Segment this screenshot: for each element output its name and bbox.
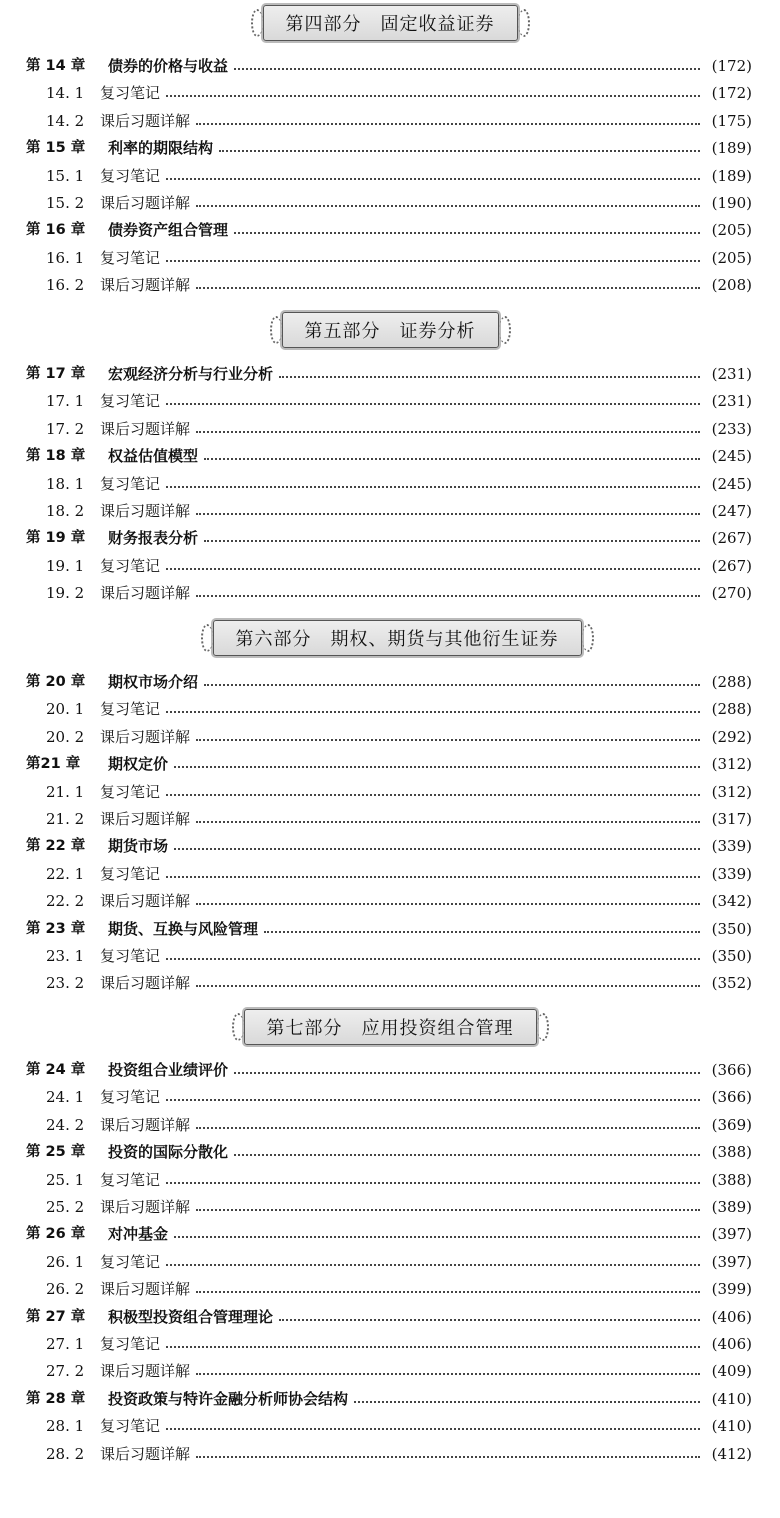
section-title: 复习笔记 (100, 782, 161, 801)
section-number: 28. 1 (46, 1417, 85, 1436)
page-number: (410) (711, 1417, 752, 1436)
toc-section-entry[interactable] (26, 971, 752, 995)
dot-leader (166, 958, 700, 960)
section-title: 课后习题详解 (100, 502, 191, 520)
chapter-number: 第 15 章 (26, 140, 86, 157)
chapter-number: 第 27 章 (26, 1308, 86, 1325)
toc-section-entry[interactable] (26, 889, 752, 913)
toc-section-entry[interactable] (26, 472, 752, 496)
section-title: 课后习题详解 (100, 419, 191, 438)
toc-section-entry[interactable] (26, 191, 752, 215)
toc-chapter-entry[interactable] (26, 752, 752, 776)
section-number: 17. 1 (46, 392, 85, 411)
section-title: 复习笔记 (100, 700, 161, 719)
dot-leader (174, 848, 700, 850)
section-number: 21. 1 (46, 782, 85, 801)
chapter-number: 第 16 章 (26, 222, 86, 239)
section-title: 复习笔记 (100, 864, 161, 883)
section-number: 27. 1 (46, 1335, 85, 1353)
page-number: (288) (711, 673, 752, 691)
section-title: 复习笔记 (100, 392, 161, 411)
toc-chapter-entry[interactable] (26, 917, 752, 941)
page-number: (245) (711, 447, 752, 466)
chapter-title: 债券的价格与收益 (108, 57, 229, 75)
section-number: 25. 1 (46, 1170, 85, 1189)
section-title: 复习笔记 (100, 166, 161, 185)
chapter-title: 宏观经济分析与行业分析 (108, 365, 274, 383)
page-number: (292) (711, 727, 752, 746)
chapter-title: 投资政策与特许金融分析师协会结构 (108, 1389, 349, 1408)
section-title: 课后习题详解 (100, 194, 191, 212)
chapter-title: 利率的期限结构 (108, 139, 214, 158)
section-number: 18. 2 (46, 502, 85, 520)
page-number: (231) (711, 365, 752, 383)
toc-section-entry[interactable] (26, 1359, 752, 1383)
toc-chapter-entry[interactable] (26, 1222, 752, 1246)
toc-section-entry[interactable] (26, 1195, 752, 1219)
part-title-text: 第六部分 期权、期货与其他衍生证券 (235, 629, 559, 650)
dot-leader (166, 260, 700, 262)
section-number: 28. 2 (46, 1444, 85, 1463)
toc-section-entry[interactable] (26, 1277, 752, 1301)
chapter-number: 第 23 章 (26, 920, 86, 937)
dot-leader (204, 458, 700, 460)
page-number: (366) (711, 1088, 752, 1107)
section-title: 复习笔记 (100, 1088, 161, 1107)
dot-leader (166, 403, 700, 405)
toc-section-entry[interactable] (26, 1250, 752, 1274)
page-number: (247) (711, 502, 752, 520)
dot-leader (166, 486, 700, 488)
chapter-title: 期货市场 (108, 837, 169, 856)
page-number: (245) (711, 474, 752, 493)
dot-leader (204, 684, 700, 686)
section-title: 课后习题详解 (100, 892, 191, 911)
toc-chapter-entry[interactable] (26, 1140, 752, 1164)
page-number: (412) (711, 1444, 752, 1463)
chapter-number: 第 22 章 (26, 838, 86, 855)
toc-chapter-entry[interactable] (26, 218, 752, 242)
page-number: (388) (711, 1170, 752, 1189)
page-number: (317) (711, 810, 752, 828)
toc-chapter-entry[interactable] (26, 526, 752, 550)
page-number: (406) (711, 1307, 752, 1326)
dot-leader (166, 711, 700, 713)
toc-section-entry[interactable] (26, 1332, 752, 1356)
part-title (0, 4, 780, 42)
section-title: 课后习题详解 (100, 584, 191, 603)
dot-leader (166, 1182, 700, 1184)
toc-section-entry[interactable] (26, 1414, 752, 1438)
chapter-title: 债券资产组合管理 (108, 221, 229, 240)
chapter-title: 财务报表分析 (108, 529, 199, 548)
part-banner (282, 312, 499, 348)
section-number: 16. 1 (46, 248, 85, 267)
part-title-text: 第七部分 应用投资组合管理 (266, 1018, 514, 1039)
toc-chapter-entry[interactable] (26, 670, 752, 694)
toc-section-entry[interactable] (26, 554, 752, 578)
toc-section-entry[interactable] (26, 417, 752, 441)
toc-chapter-entry[interactable] (26, 362, 752, 386)
dot-leader (166, 1428, 700, 1430)
toc-chapter-entry[interactable] (26, 1058, 752, 1082)
page-number: (350) (711, 919, 752, 938)
section-number: 23. 2 (46, 974, 85, 993)
section-title: 课后习题详解 (100, 810, 191, 828)
dot-leader (354, 1401, 700, 1403)
dot-leader (166, 1264, 700, 1266)
chapter-number: 第 17 章 (26, 366, 86, 382)
part-title-text: 第四部分 固定收益证券 (285, 14, 495, 35)
section-number: 22. 2 (46, 892, 85, 911)
toc-chapter-entry[interactable] (26, 1387, 752, 1411)
section-title: 课后习题详解 (100, 1444, 191, 1463)
toc-section-entry[interactable] (26, 862, 752, 886)
page-number: (189) (711, 166, 752, 185)
section-number: 24. 2 (46, 1115, 85, 1134)
toc-section-entry[interactable] (26, 725, 752, 749)
toc-section-entry[interactable] (26, 1085, 752, 1109)
page-number: (366) (711, 1061, 752, 1079)
dot-leader (264, 931, 700, 933)
dot-leader (196, 903, 700, 905)
dot-leader (166, 95, 700, 97)
section-title: 课后习题详解 (100, 111, 191, 130)
toc-section-entry[interactable] (26, 780, 752, 804)
dot-leader (166, 568, 700, 570)
section-number: 20. 2 (46, 727, 85, 746)
toc-section-entry[interactable] (26, 499, 752, 523)
dot-leader (196, 821, 700, 823)
section-number: 17. 2 (46, 419, 85, 438)
toc-section-entry[interactable] (26, 389, 752, 413)
page-number: (175) (711, 111, 752, 130)
chapter-number: 第 25 章 (26, 1144, 86, 1161)
page-number: (267) (711, 556, 752, 575)
chapter-number: 第 20 章 (26, 674, 86, 690)
dot-leader (196, 1456, 700, 1458)
page-number: (190) (711, 194, 752, 212)
dot-leader (204, 540, 700, 542)
page-number: (231) (711, 392, 752, 411)
part-title-text: 第五部分 证券分析 (304, 321, 476, 342)
page-number: (172) (711, 57, 752, 75)
page-number: (388) (711, 1143, 752, 1162)
chapter-number: 第 28 章 (26, 1390, 86, 1407)
dot-leader (196, 739, 700, 741)
chapter-number: 第 18 章 (26, 448, 86, 465)
section-number: 18. 1 (46, 474, 85, 493)
toc-section-entry[interactable] (26, 944, 752, 968)
chapter-title: 投资组合业绩评价 (108, 1061, 229, 1079)
chapter-title: 权益估值模型 (108, 447, 199, 466)
page-number: (410) (711, 1389, 752, 1408)
dot-leader (166, 178, 700, 180)
section-number: 14. 1 (46, 84, 85, 103)
section-title: 复习笔记 (100, 1335, 161, 1353)
chapter-number: 第 24 章 (26, 1062, 86, 1078)
dot-leader (279, 376, 700, 378)
dot-leader (196, 1127, 700, 1129)
page-number: (397) (711, 1225, 752, 1244)
dot-leader (196, 985, 700, 987)
section-title: 课后习题详解 (100, 727, 191, 746)
page-number: (205) (711, 221, 752, 240)
chapter-title: 投资的国际分散化 (108, 1143, 229, 1162)
toc-chapter-entry[interactable] (26, 136, 752, 160)
page-number: (397) (711, 1252, 752, 1271)
dot-leader (234, 1154, 700, 1156)
toc-section-entry[interactable] (26, 109, 752, 133)
page-number: (270) (711, 584, 752, 603)
section-number: 19. 1 (46, 556, 85, 575)
toc-section-entry[interactable] (26, 581, 752, 605)
page-number: (339) (711, 837, 752, 856)
chapter-title: 对冲基金 (108, 1225, 169, 1244)
section-title: 复习笔记 (100, 556, 161, 575)
dot-leader (234, 232, 700, 234)
page-number: (189) (711, 139, 752, 158)
dot-leader (196, 1209, 700, 1211)
page-number: (312) (711, 782, 752, 801)
page-number: (205) (711, 248, 752, 267)
toc-section-entry[interactable] (26, 1168, 752, 1192)
page-number: (172) (711, 84, 752, 103)
dot-leader (166, 1099, 700, 1101)
toc-section-entry[interactable] (26, 246, 752, 270)
section-title: 课后习题详解 (100, 1362, 191, 1381)
dot-leader (196, 205, 700, 207)
page-number: (406) (711, 1335, 752, 1353)
section-title: 复习笔记 (100, 248, 161, 267)
section-number: 20. 1 (46, 700, 85, 719)
section-title: 复习笔记 (100, 947, 161, 965)
section-title: 复习笔记 (100, 1170, 161, 1189)
part-title (0, 1008, 780, 1046)
page-number: (267) (711, 529, 752, 548)
dot-leader (219, 150, 700, 152)
page-number: (233) (711, 419, 752, 438)
toc-section-entry[interactable] (26, 697, 752, 721)
section-number: 26. 1 (46, 1252, 85, 1271)
section-title: 课后习题详解 (100, 974, 191, 993)
toc-section-entry[interactable] (26, 1113, 752, 1137)
page-number: (389) (711, 1198, 752, 1216)
toc-chapter-entry[interactable] (26, 54, 752, 78)
dot-leader (196, 1291, 700, 1293)
chapter-number: 第 14 章 (26, 58, 86, 74)
page-number: (409) (711, 1362, 752, 1381)
chapter-number: 第21 章 (26, 756, 81, 773)
dot-leader (234, 1072, 700, 1074)
dot-leader (166, 794, 700, 796)
dot-leader (196, 431, 700, 433)
chapter-title: 期权定价 (108, 755, 169, 774)
page-number: (399) (711, 1280, 752, 1299)
page-number: (350) (711, 947, 752, 965)
section-title: 复习笔记 (100, 1417, 161, 1436)
section-number: 27. 2 (46, 1362, 85, 1381)
section-number: 25. 2 (46, 1198, 85, 1216)
chapter-title: 期权市场介绍 (108, 673, 199, 691)
page-number: (342) (711, 892, 752, 911)
toc-chapter-entry[interactable] (26, 834, 752, 858)
part-banner (244, 1009, 537, 1045)
section-number: 24. 1 (46, 1088, 85, 1107)
chapter-title: 积极型投资组合管理理论 (108, 1307, 274, 1326)
dot-leader (279, 1319, 700, 1321)
page-number: (288) (711, 700, 752, 719)
page-number: (208) (711, 276, 752, 295)
part-banner (213, 620, 582, 656)
toc-chapter-entry[interactable] (26, 1305, 752, 1329)
dot-leader (166, 1346, 700, 1348)
part-banner (263, 5, 518, 41)
page-number: (339) (711, 864, 752, 883)
chapter-title: 期货、互换与风险管理 (108, 919, 259, 938)
toc-section-entry[interactable] (26, 164, 752, 188)
toc-section-entry[interactable] (26, 273, 752, 297)
chapter-number: 第 19 章 (26, 530, 86, 547)
part-title (0, 311, 780, 349)
dot-leader (196, 123, 700, 125)
section-number: 15. 2 (46, 194, 85, 212)
dot-leader (196, 513, 700, 515)
section-title: 复习笔记 (100, 474, 161, 493)
toc-section-entry[interactable] (26, 807, 752, 831)
section-title: 课后习题详解 (100, 276, 191, 295)
part-title (0, 619, 780, 657)
section-number: 15. 1 (46, 166, 85, 185)
dot-leader (196, 595, 700, 597)
section-number: 23. 1 (46, 947, 85, 965)
section-title: 课后习题详解 (100, 1115, 191, 1134)
page-number: (369) (711, 1115, 752, 1134)
dot-leader (174, 1236, 700, 1238)
section-title: 复习笔记 (100, 1252, 161, 1271)
toc-section-entry[interactable] (26, 81, 752, 105)
dot-leader (166, 876, 700, 878)
section-title: 课后习题详解 (100, 1280, 191, 1299)
section-number: 14. 2 (46, 111, 85, 130)
dot-leader (174, 766, 700, 768)
section-title: 课后习题详解 (100, 1198, 191, 1216)
section-number: 26. 2 (46, 1280, 85, 1299)
section-number: 19. 2 (46, 584, 85, 603)
page-number: (352) (711, 974, 752, 993)
toc-section-entry[interactable] (26, 1442, 752, 1466)
section-number: 21. 2 (46, 810, 85, 828)
dot-leader (196, 287, 700, 289)
section-title: 复习笔记 (100, 84, 161, 103)
chapter-number: 第 26 章 (26, 1226, 86, 1243)
toc-chapter-entry[interactable] (26, 444, 752, 468)
dot-leader (196, 1373, 700, 1375)
page-number: (312) (711, 755, 752, 774)
section-number: 16. 2 (46, 276, 85, 295)
section-number: 22. 1 (46, 864, 85, 883)
dot-leader (234, 68, 700, 70)
